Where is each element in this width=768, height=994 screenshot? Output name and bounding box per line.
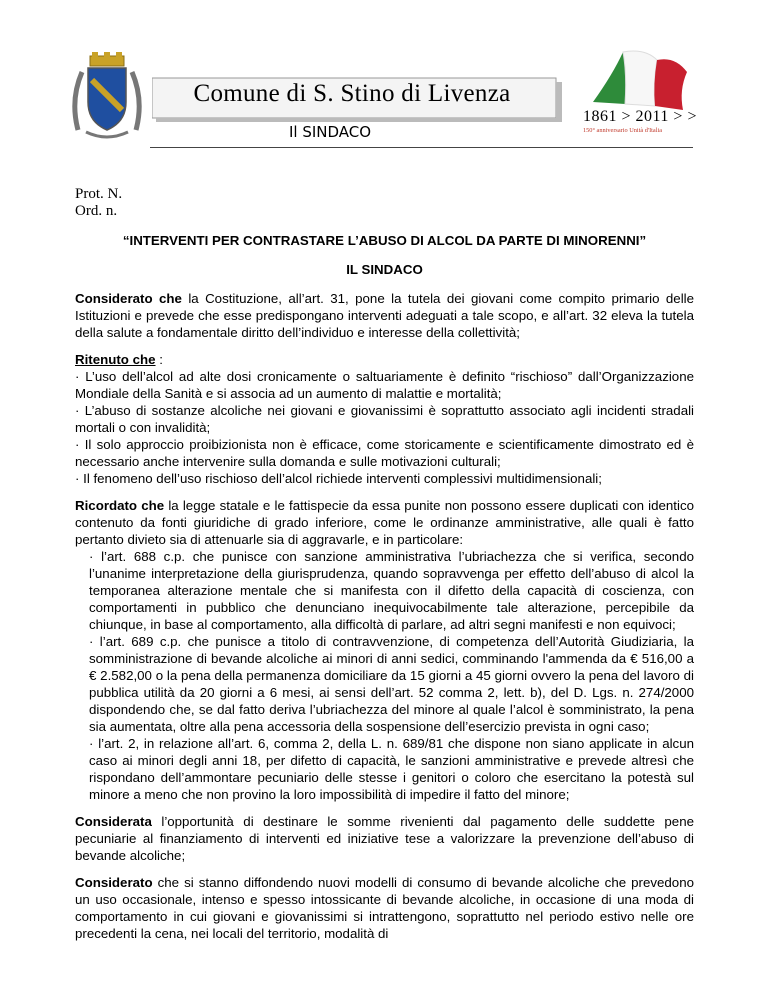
protocol-block	[75, 186, 122, 220]
ritenuto-item: · L’abuso di sostanze alcoliche nei giovani e giovanissimi è soprattutto associato agli incidenti stradali mortali o con invalidità;	[75, 403, 694, 435]
header-divider	[150, 147, 693, 148]
prot-number: Prot. N.	[75, 186, 123, 202]
ritenuto-item: · L’uso dell’alcol ad alte dosi cronicamente o saltuariamente è definito “rischioso” dall’Organizzazione Mondiale della Sanità e si associa ad un aumento di malattie e mortalità;	[75, 369, 694, 401]
ricordato-item: · l’art. 2, in relazione all’art. 6, comma 2, della L. n. 689/81 che dispone non siano applicate in alcun caso ai minori degli anni 18, per difetto di capacità, le sanzioni amministrative e prevede altresì che rispondano dell’ammontare pecuniario delle stesse i genitori o coloro che esercitano la potestà sul minore a meno che non provino la loro impossibilità di impedire il fatto del minore;	[89, 736, 694, 802]
considerato2-label: Considerato	[75, 875, 153, 890]
considerato2-paragraph: Considerato che si stanno diffondendo nuovi modelli di consumo di bevande alcoliche che prevedono un uso occasionale, intenso e spesso intossicante di bevande alcoliche, in occasione di una moda di comportamento in cui giovani e giovanissimi si intrattengono, soprattutto nel periodo estivo nelle ore precedenti la cena, nei locali del territorio, modalità di	[75, 875, 694, 941]
considerato-label: Considerato che	[75, 291, 182, 306]
municipal-crest-icon	[68, 50, 146, 140]
ricordato-label: Ricordato che	[75, 498, 165, 513]
comune-name: Comune di S. Stino di Livenza	[193, 80, 511, 107]
anniversary-label: 1861 > 2011 > >	[583, 108, 697, 125]
ritenuto-heading: Ritenuto che :	[75, 352, 163, 367]
ord-number: Ord. n.	[75, 203, 118, 219]
ricordato-item: · l’art. 688 c.p. che punisce con sanzione amministrativa l’ubriachezza che si verifica, secondo l’unanime interpretazione della giurisprudenza, quando sopravvenga per effetto dell’abuso di alcol la temporanea alterazione mentale che si manifesta con il difetto della capacità di coscienza, con comportamenti in pubblico che denunciano inequivocabilmente tale alterazione, percepibile da chiunque, in base al comportamento, alla difficoltà di parlare, ad altri segni manifesti e non equivoci;	[89, 549, 694, 632]
considerato-paragraph	[75, 290, 694, 341]
office-heading: Il SINDACO	[288, 123, 372, 141]
ritenuto-label: Ritenuto che	[75, 352, 156, 367]
ritenuto-item: · Il fenomeno dell’uso rischioso dell’alcol richiede interventi complessivi multidimensionali;	[75, 471, 602, 486]
anniversary-sublabel: 150° anniversario Unità d'Italia	[583, 127, 663, 134]
italian-flag-icon	[583, 44, 693, 112]
ordinance-title: “INTERVENTI PER CONTRASTARE L’ABUSO DI ALCOL DA PARTE DI MINORENNI”	[122, 233, 647, 248]
ordinance-body	[75, 232, 694, 942]
considerata-label: Considerata	[75, 814, 152, 829]
ritenuto-item: · Il solo approccio proibizionista non è efficace, come storicamente e scientificamente dimostrato ed è necessario anche intervenire sulla domanda e sulle motivazioni culturali;	[75, 437, 694, 469]
ricordato-paragraph: Ricordato che la legge statale e le fattispecie da essa punite non possono essere duplicati con identico contenuto da fonti giuridiche di grado inferiore, come le ordinanze amministrative, alle quali è fatto pertanto divieto sia di attenuarle sia di aggravarle, e in particolare:	[75, 498, 694, 547]
ricordato-item: · l’art. 689 c.p. che punisce a titolo di contravvenzione, di competenza dell’Autorità Giudiziaria, la somministrazione di bevande alcoliche ai minori di anni sedici, comminando l'ammenda da € 516,00 a € 2.582,00 o la pena della permanenza domiciliare da 15 giorni a 45 giorni ovvero la pena del lavoro di pubblica utilità da 20 giorni a 6 mesi, ai sensi dell’art. 52 comma 2, lett. b), del D. Lgs. n. 274/2000 dispondendo che, se dal fatto deriva l’ubriachezza del minore al quale l’alcol è somministrato, la pena sia aumentata, oltre alla pena accessoria della sospensione dell’esercizio prevista in ogni caso;	[89, 634, 694, 734]
considerato-text: la Costituzione, all’art. 31, pone la tutela dei giovani come compito primario delle Istituzioni e prevede che esse predispongano interventi adeguati a tale scopo, e all’art. 32 eleva la tutela della salute a fondamentale diritto dell’individuo e interesse della collettività;	[75, 291, 694, 340]
sindaco-heading: IL SINDACO	[346, 262, 423, 277]
considerata-paragraph: Considerata l’opportunità di destinare le somme rivenienti dal pagamento delle suddette pene pecuniarie al finanziamento di interventi ed iniziative tese a valorizzare la prevenzione dell’abuso di bevande alcoliche;	[75, 814, 694, 863]
